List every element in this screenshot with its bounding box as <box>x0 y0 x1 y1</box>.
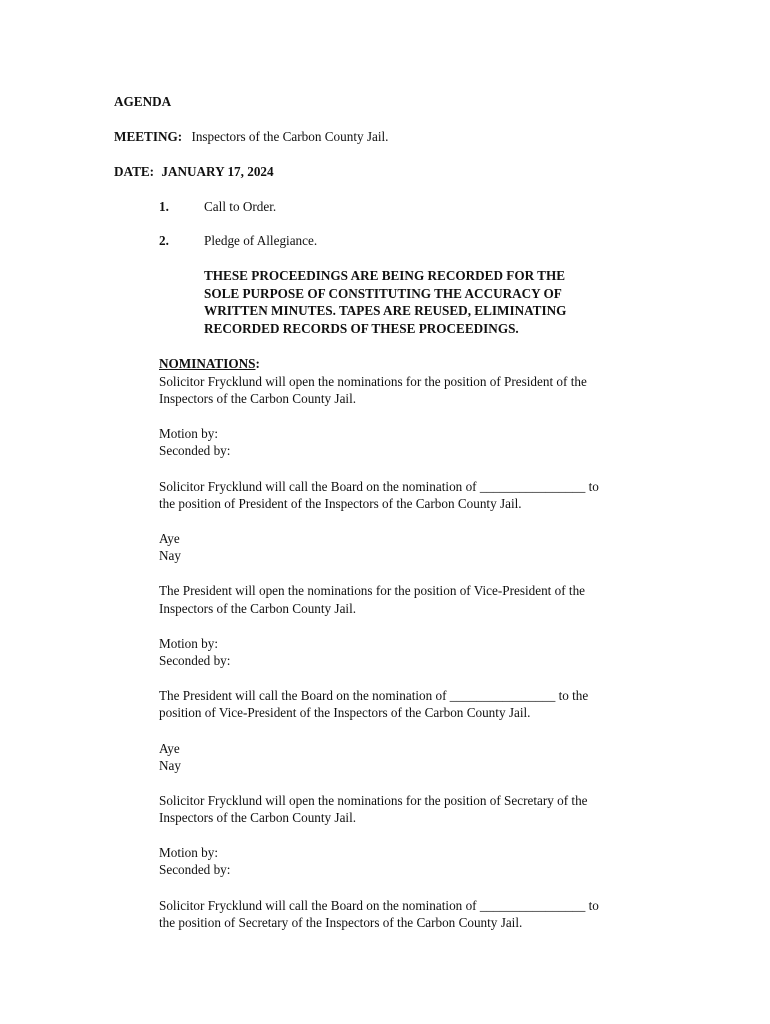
nominations-title: NOMINATIONS <box>159 356 256 371</box>
seconded-by: Seconded by: <box>159 862 231 877</box>
nomination-call: The President will call the Board on the nomination of ________________ to the <box>159 688 589 703</box>
recording-notice <box>204 267 654 337</box>
motion-by: Motion by: <box>159 426 218 441</box>
nominations-heading <box>159 355 260 373</box>
nomination-call: the position of Secretary of the Inspectors of the Carbon County Jail. <box>159 915 523 930</box>
motion-by: Motion by: <box>159 845 218 860</box>
notice-line: SOLE PURPOSE OF CONSTITUTING THE ACCURACY OF <box>204 285 562 301</box>
date-value: JANUARY 17, 2024 <box>161 164 274 179</box>
aye-label: Aye <box>159 741 180 756</box>
nomination-text: The President will open the nominations for the position of Vice-President of the <box>159 583 586 598</box>
meeting-label: MEETING: <box>114 129 183 144</box>
nomination-text: Solicitor Frycklund will open the nominations for the position of Secretary of the <box>159 793 588 808</box>
item-number: 1. <box>159 199 169 214</box>
date-line <box>114 163 274 181</box>
meeting-line <box>114 128 388 146</box>
seconded-by: Seconded by: <box>159 443 231 458</box>
notice-line: WRITTEN MINUTES. TAPES ARE REUSED, ELIMINATING <box>204 303 567 318</box>
notice-line: THESE PROCEEDINGS ARE BEING RECORDED FOR THE <box>204 268 566 283</box>
date-label: DATE: <box>114 164 155 179</box>
meeting-value: Inspectors of the Carbon County Jail. <box>191 129 389 144</box>
nomination-text: Inspectors of the Carbon County Jail. <box>159 391 357 406</box>
motion-by: Motion by: <box>159 636 218 651</box>
aye-label: Aye <box>159 531 180 546</box>
nominations-colon: : <box>255 356 260 371</box>
item-number: 2. <box>159 233 169 248</box>
nomination-text: Inspectors of the Carbon County Jail. <box>159 601 357 616</box>
nomination-call: Solicitor Frycklund will call the Board on the nomination of ________________ to <box>159 898 599 913</box>
nomination-text: Solicitor Frycklund will open the nominations for the position of President of the <box>159 374 587 389</box>
item-text: Call to Order. <box>204 199 277 214</box>
agenda-heading: AGENDA <box>114 94 172 109</box>
item-text: Pledge of Allegiance. <box>204 233 318 248</box>
nay-label: Nay <box>159 548 181 563</box>
nomination-call: position of Vice-President of the Inspectors of the Carbon County Jail. <box>159 705 531 720</box>
nomination-text: Inspectors of the Carbon County Jail. <box>159 810 357 825</box>
nomination-call: Solicitor Frycklund will call the Board on the nomination of ________________ to <box>159 479 599 494</box>
nay-label: Nay <box>159 758 181 773</box>
seconded-by: Seconded by: <box>159 653 231 668</box>
notice-line: RECORDED RECORDS OF THESE PROCEEDINGS. <box>204 320 519 336</box>
nomination-call: the position of President of the Inspectors of the Carbon County Jail. <box>159 496 522 511</box>
